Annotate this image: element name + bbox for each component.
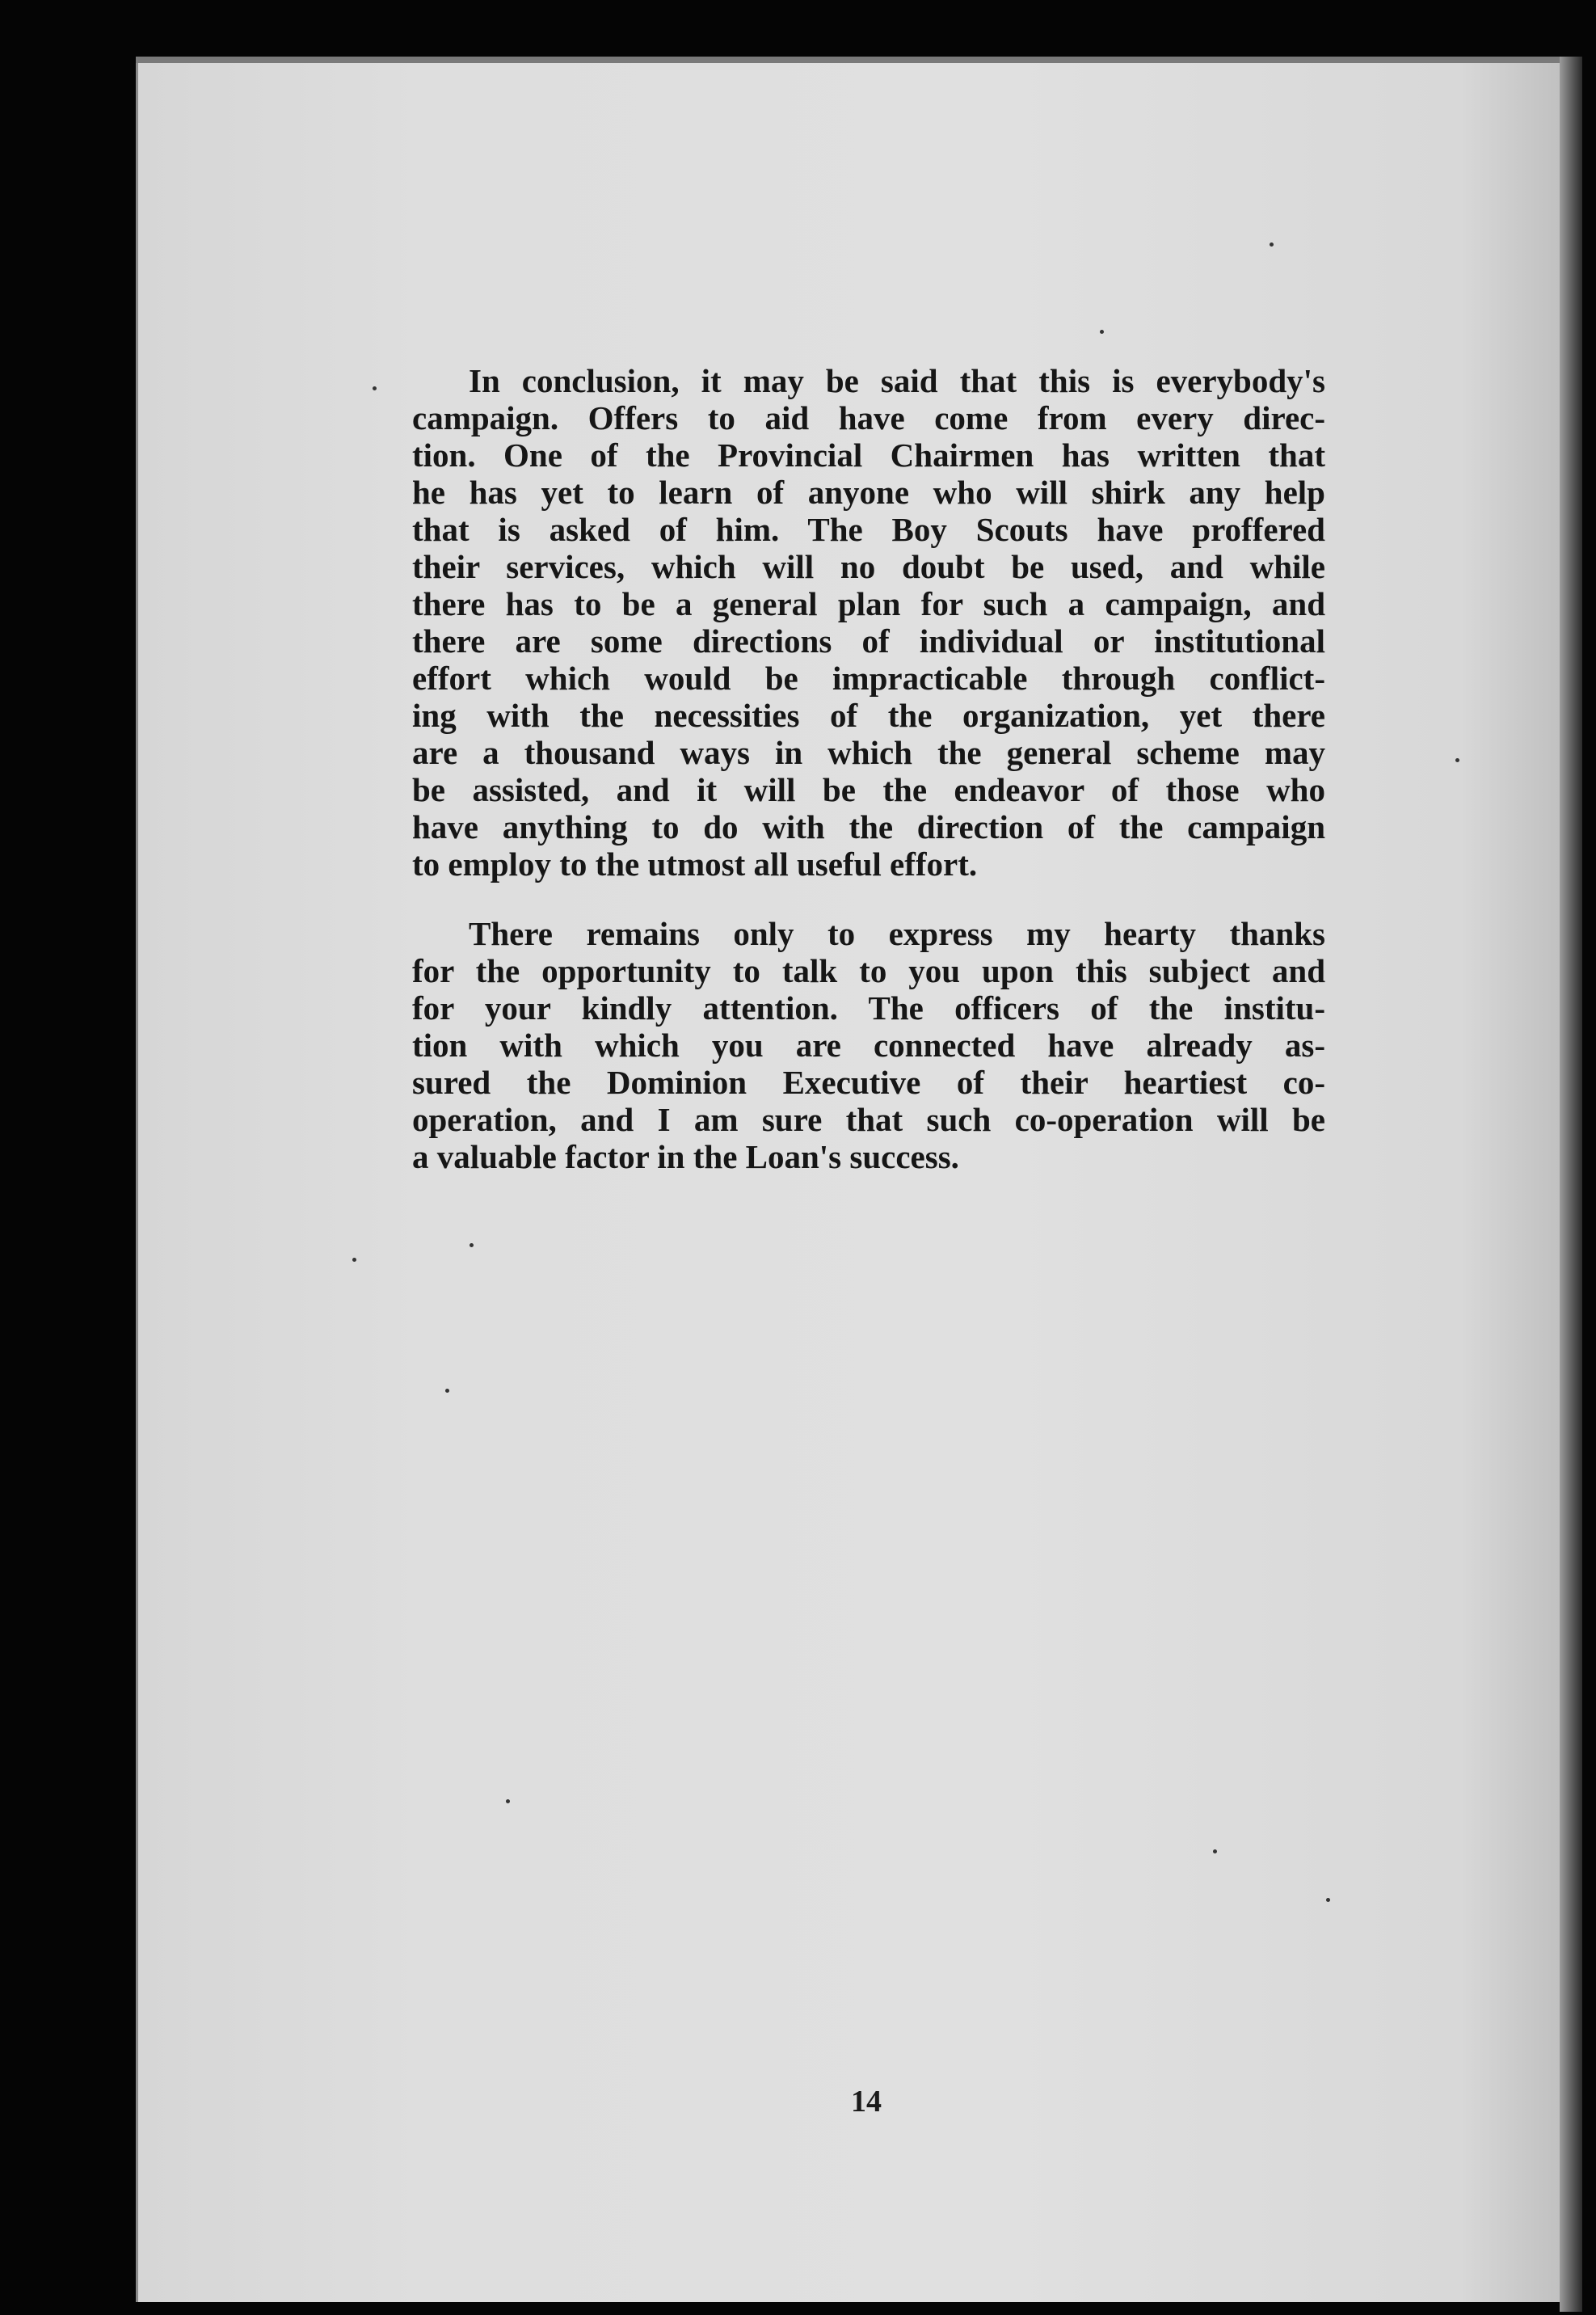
text-line: their services, which will no doubt be used, and while (412, 548, 1325, 585)
text-line: tion with which you are connected have already as- (412, 1027, 1325, 1064)
text-line: There remains only to express my hearty thanks (469, 915, 1325, 952)
text-line: be assisted, and it will be the endeavor of those who (412, 771, 1325, 808)
text-line: have anything to do with the direction of the campaign (412, 808, 1325, 845)
text-line: to employ to the utmost all useful effort. (412, 845, 978, 883)
speck (470, 1243, 474, 1247)
page-edge-shadow (1560, 57, 1582, 2312)
speck (352, 1258, 356, 1262)
text-line: ing with the necessities of the organization, yet there (412, 697, 1325, 734)
text-line: for the opportunity to talk to you upon this subject and (412, 952, 1325, 989)
text-line: a valuable factor in the Loan's success. (412, 1138, 959, 1175)
speck (1270, 242, 1274, 247)
speck (373, 386, 377, 390)
text-line: for your kindly attention. The officers of the institu- (412, 989, 1325, 1027)
text-line: sured the Dominion Executive of their heartiest co- (412, 1064, 1325, 1101)
speck (1455, 758, 1459, 762)
text-line: operation, and I am sure that such co-operation will be (412, 1101, 1325, 1138)
text-line: tion. One of the Provincial Chairmen has written that (412, 436, 1325, 474)
speck (1326, 1898, 1330, 1902)
paragraph (412, 362, 1325, 883)
paragraph-gap (412, 883, 1325, 915)
paragraph (412, 915, 1325, 1175)
speck (1100, 330, 1104, 334)
speck (506, 1799, 510, 1803)
text-line: are a thousand ways in which the general scheme may (412, 734, 1325, 771)
text-line: there are some directions of individual or institutional (412, 622, 1325, 660)
text-line: there has to be a general plan for such a campaign, and (412, 585, 1325, 622)
page-number: 14 (851, 2085, 882, 2119)
speck (1213, 1849, 1217, 1853)
body-text (412, 362, 1325, 1175)
speck (445, 1389, 449, 1393)
text-line: effort which would be impracticable through conflict- (412, 660, 1325, 697)
text-line: In conclusion, it may be said that this is everybody's (469, 362, 1325, 399)
text-line: campaign. Offers to aid have come from every direc- (412, 399, 1325, 436)
text-line: that is asked of him. The Boy Scouts have proffered (412, 511, 1325, 548)
text-line: he has yet to learn of anyone who will shirk any help (412, 474, 1325, 511)
